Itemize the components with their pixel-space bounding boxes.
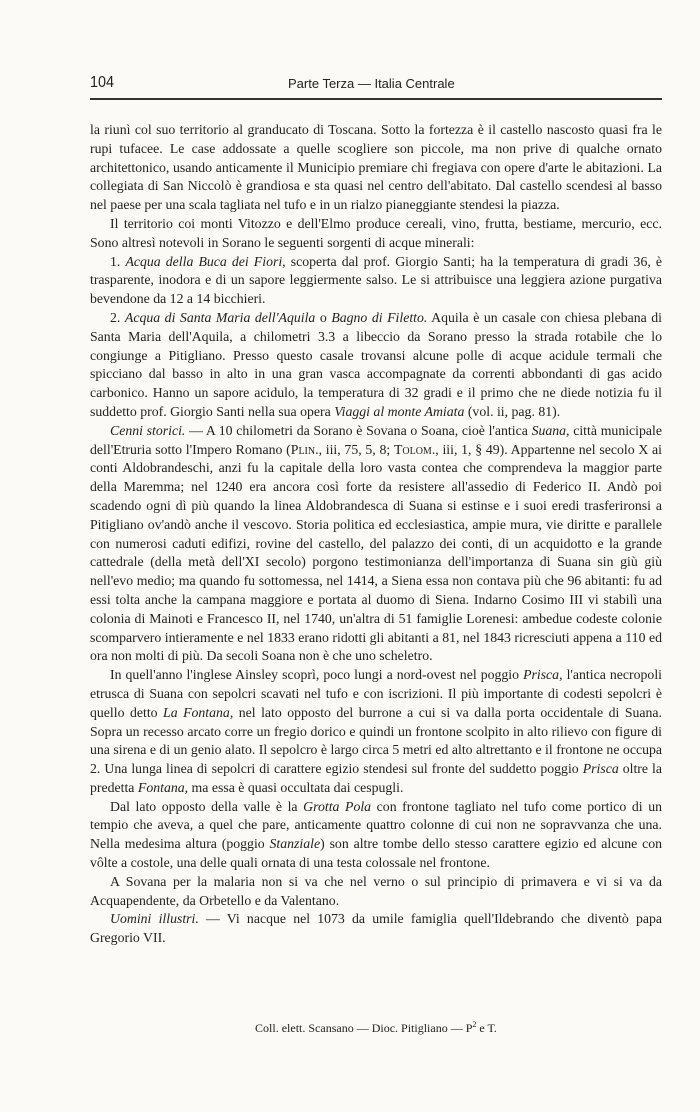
paragraph-9 — [90, 910, 662, 948]
place-name: Prisca, — [523, 667, 563, 683]
text-run: — A 10 chilometri da Sorano è Sovana o Soana, cioè l'antica — [185, 422, 532, 438]
spring-name: Acqua di Santa Maria dell'Aquila — [124, 309, 316, 325]
text-run: l'antica necropoli etrusca di Suana con sepolcri scavati nel tufo e con iscrizioni. Il più importante di codesti sepolcri è quello detto — [90, 667, 662, 720]
section-heading: Uomini illustri. — [110, 911, 199, 927]
section-heading: Cenni storici. — [110, 422, 186, 438]
paragraph-3 — [90, 253, 662, 309]
spring-name: Acqua della Buca dei Fiori, — [125, 253, 286, 269]
citation-tolom: Tolom. — [393, 441, 436, 457]
paragraph-8: A Sovana per la malaria non si va che nel verno o sul principio di primavera e vi si va da Acquapendente, da Orbetello e da Valentano. — [90, 873, 662, 908]
paragraph-4-text: Aquila è un casale con chiesa plebana di Santa Maria dell'Aquila, a chilometri 3.3 a libeccio da Sorano presso la strada rotabile che lo congiunge a Pitigliano. Presso questo casale trovansi alcune polle di acque acidule termali che spicciano dal basso in alto in una gran vasca accompagnate da correnti abbondanti di gas acido carbonico. Hanno un sapore acidulo, la temperatura di 32 gradi e il primo che ne diede notizia fu il suddetto prof. Giorgio Santi nella sua opera — [90, 309, 663, 419]
page-number: 104 — [90, 74, 115, 91]
text-run: oltre la predetta — [90, 761, 662, 795]
text-run: — Vi nacque nel 1073 da umile famiglia quell'Ildebrando che diventò papa Gregorio VII. — [90, 911, 663, 946]
text-run: Dal lato opposto della valle è la — [110, 798, 304, 814]
footer-text: Coll. elett. Scansano — Dioc. Pitigliano — P — [255, 1021, 473, 1035]
paragraph-7 — [90, 798, 662, 873]
text-run: città municipale dell'Etruria sotto l'Impero Romano ( — [90, 422, 662, 457]
paragraph-4-tail: (vol. ii, pag. 81). — [464, 403, 561, 419]
list-number: 1. — [110, 253, 121, 269]
place-name: Prisca — [582, 761, 619, 777]
text-run: , iii, 1, § 49). Appartenne nel secolo X ai conti Aldobrandeschi, anzi fu la capitale della loro vasta contea che comprendeva la maggior parte della Maremma; nel 1240 era ancora così forte da resistere all'assedio di Federico II. Andò poi scadendo ogni dì più quando la linea Aldobrandesca di Suana si estinse e i suoi eredi trasferironsi a Pitigliano ov'andò anche il vescovo. Storia politica ed ecclesiastica, ampie mura, vie diritte e parallele con numerosi caduti edifizi, rovine del castello, del palazzo dei conti, di un acquidotto e la grande cattedrale (della metà dell'XI secolo) porgono testimonianza dell'importanza di Suana sin giù giù nell'evo medio; ma quando fu sottomessa, nel 1414, a Siena essa non contava più che 96 abitanti: fu ad essi tolta anche la campana maggiore e portata al duomo di Siena. Indarno Cosimo III vi stabilì una colonia di Mainoti e Francesco II, nel 1740, un'altra di 51 famiglie Lorenesi: ambedue codeste colonie scomparvero intieramente e nel 1833 erano ridotti gli abitanti a 81, nel 1843 ricresciuti appena a 110 ed ora non molti di più. Da secoli Soana non è che uno scheletro. — [90, 441, 662, 664]
paragraph-1: la riunì col suo territorio al granducato di Toscana. Sotto la fortezza è il castello nascosto quasi fra le rupi tufacee. Le case addossate a quelle scogliere son piccole, ma non prive di qualche ornato architettonico, usando anticamente il Municipio premiare chi fregiava con opere d'arte le abitazioni. La collegiata di San Niccolò è grandiosa e sta quasi nel centro dell'abitato. Dal castello scendesi al basso nel paese per una scala tagliata nel tufo e in un rialzo pianeggiante stendesi la piazza. — [90, 122, 662, 213]
place-name: Grotta Pola — [303, 798, 372, 814]
paragraph-2: Il territorio coi monti Vitozzo e dell'Elmo produce cereali, vino, frutta, bestiame, mercurio, ecc. Sono altresì notevoli in Sorano le seguenti sorgenti di acque minerali: — [90, 215, 662, 250]
text-run: , iii, 75, 5, 8; — [318, 441, 394, 457]
running-head: Parte Terza — Italia Centrale — [288, 76, 455, 91]
body-text — [90, 121, 662, 948]
text-run: con frontone tagliato nel tufo come portico di un tempio che aveva, a quel che pare, anticamente quattro colonne di cui non ne sopravvanza che una. Nella medesima altura (poggio — [90, 798, 662, 852]
paragraph-4 — [90, 309, 662, 422]
work-title: Viaggi al monte Amiata — [334, 403, 465, 419]
text-run: ma essa è quasi occultata dai cespugli. — [188, 779, 404, 795]
spring-alt-name: Bagno di Filetto. — [331, 309, 428, 325]
paragraph-5 — [90, 422, 662, 666]
citation-plin: Plin. — [290, 441, 319, 457]
latin-name: Suana, — [531, 422, 570, 438]
paragraph-3-text: scoperta dal prof. Giorgio Santi; ha la temperatura di gradi 36, è trasparente, inodora e di un sapore leggiermente salso. Le si attribuisce una leggiera azione purgativa bevendone da 12 a 14 bicchieri. — [90, 253, 662, 307]
text-run: ) son altre tombe dello stesso carattere egizio ed alcune con vôlte a costole, una delle quali ornata di una testa colossale nel frontone. — [90, 836, 663, 871]
page-header — [90, 70, 662, 100]
place-name: Fontana, — [137, 779, 189, 795]
place-name: La Fontana, — [163, 704, 234, 720]
text-run: In quell'anno l'inglese Ainsley scoprì, poco lungi a nord-ovest nel poggio — [110, 667, 524, 683]
paragraph-6 — [90, 666, 662, 798]
footer-superscript: 2 — [472, 1020, 477, 1029]
footer-tail: e T. — [476, 1021, 497, 1035]
place-name: Stanziale — [269, 836, 321, 852]
list-number: 2. — [110, 309, 121, 325]
conjunction: o — [315, 309, 332, 325]
text-run: nel lato opposto del burrone a cui si va dalla porta occidentale di Suana. Sopra un recesso arcato corre un fregio dorico e quindi un frontone scolpito in alto rilievo con figure di una sirena e di un genio alato. Il sepolcro è largo circa 5 metri ed alto altrettanto e il frontone ne occupa 2. Una lunga linea di sepolcri di carattere egizio stendesi sul fronte del suddetto poggio — [90, 704, 662, 777]
footer-note — [90, 1020, 662, 1036]
